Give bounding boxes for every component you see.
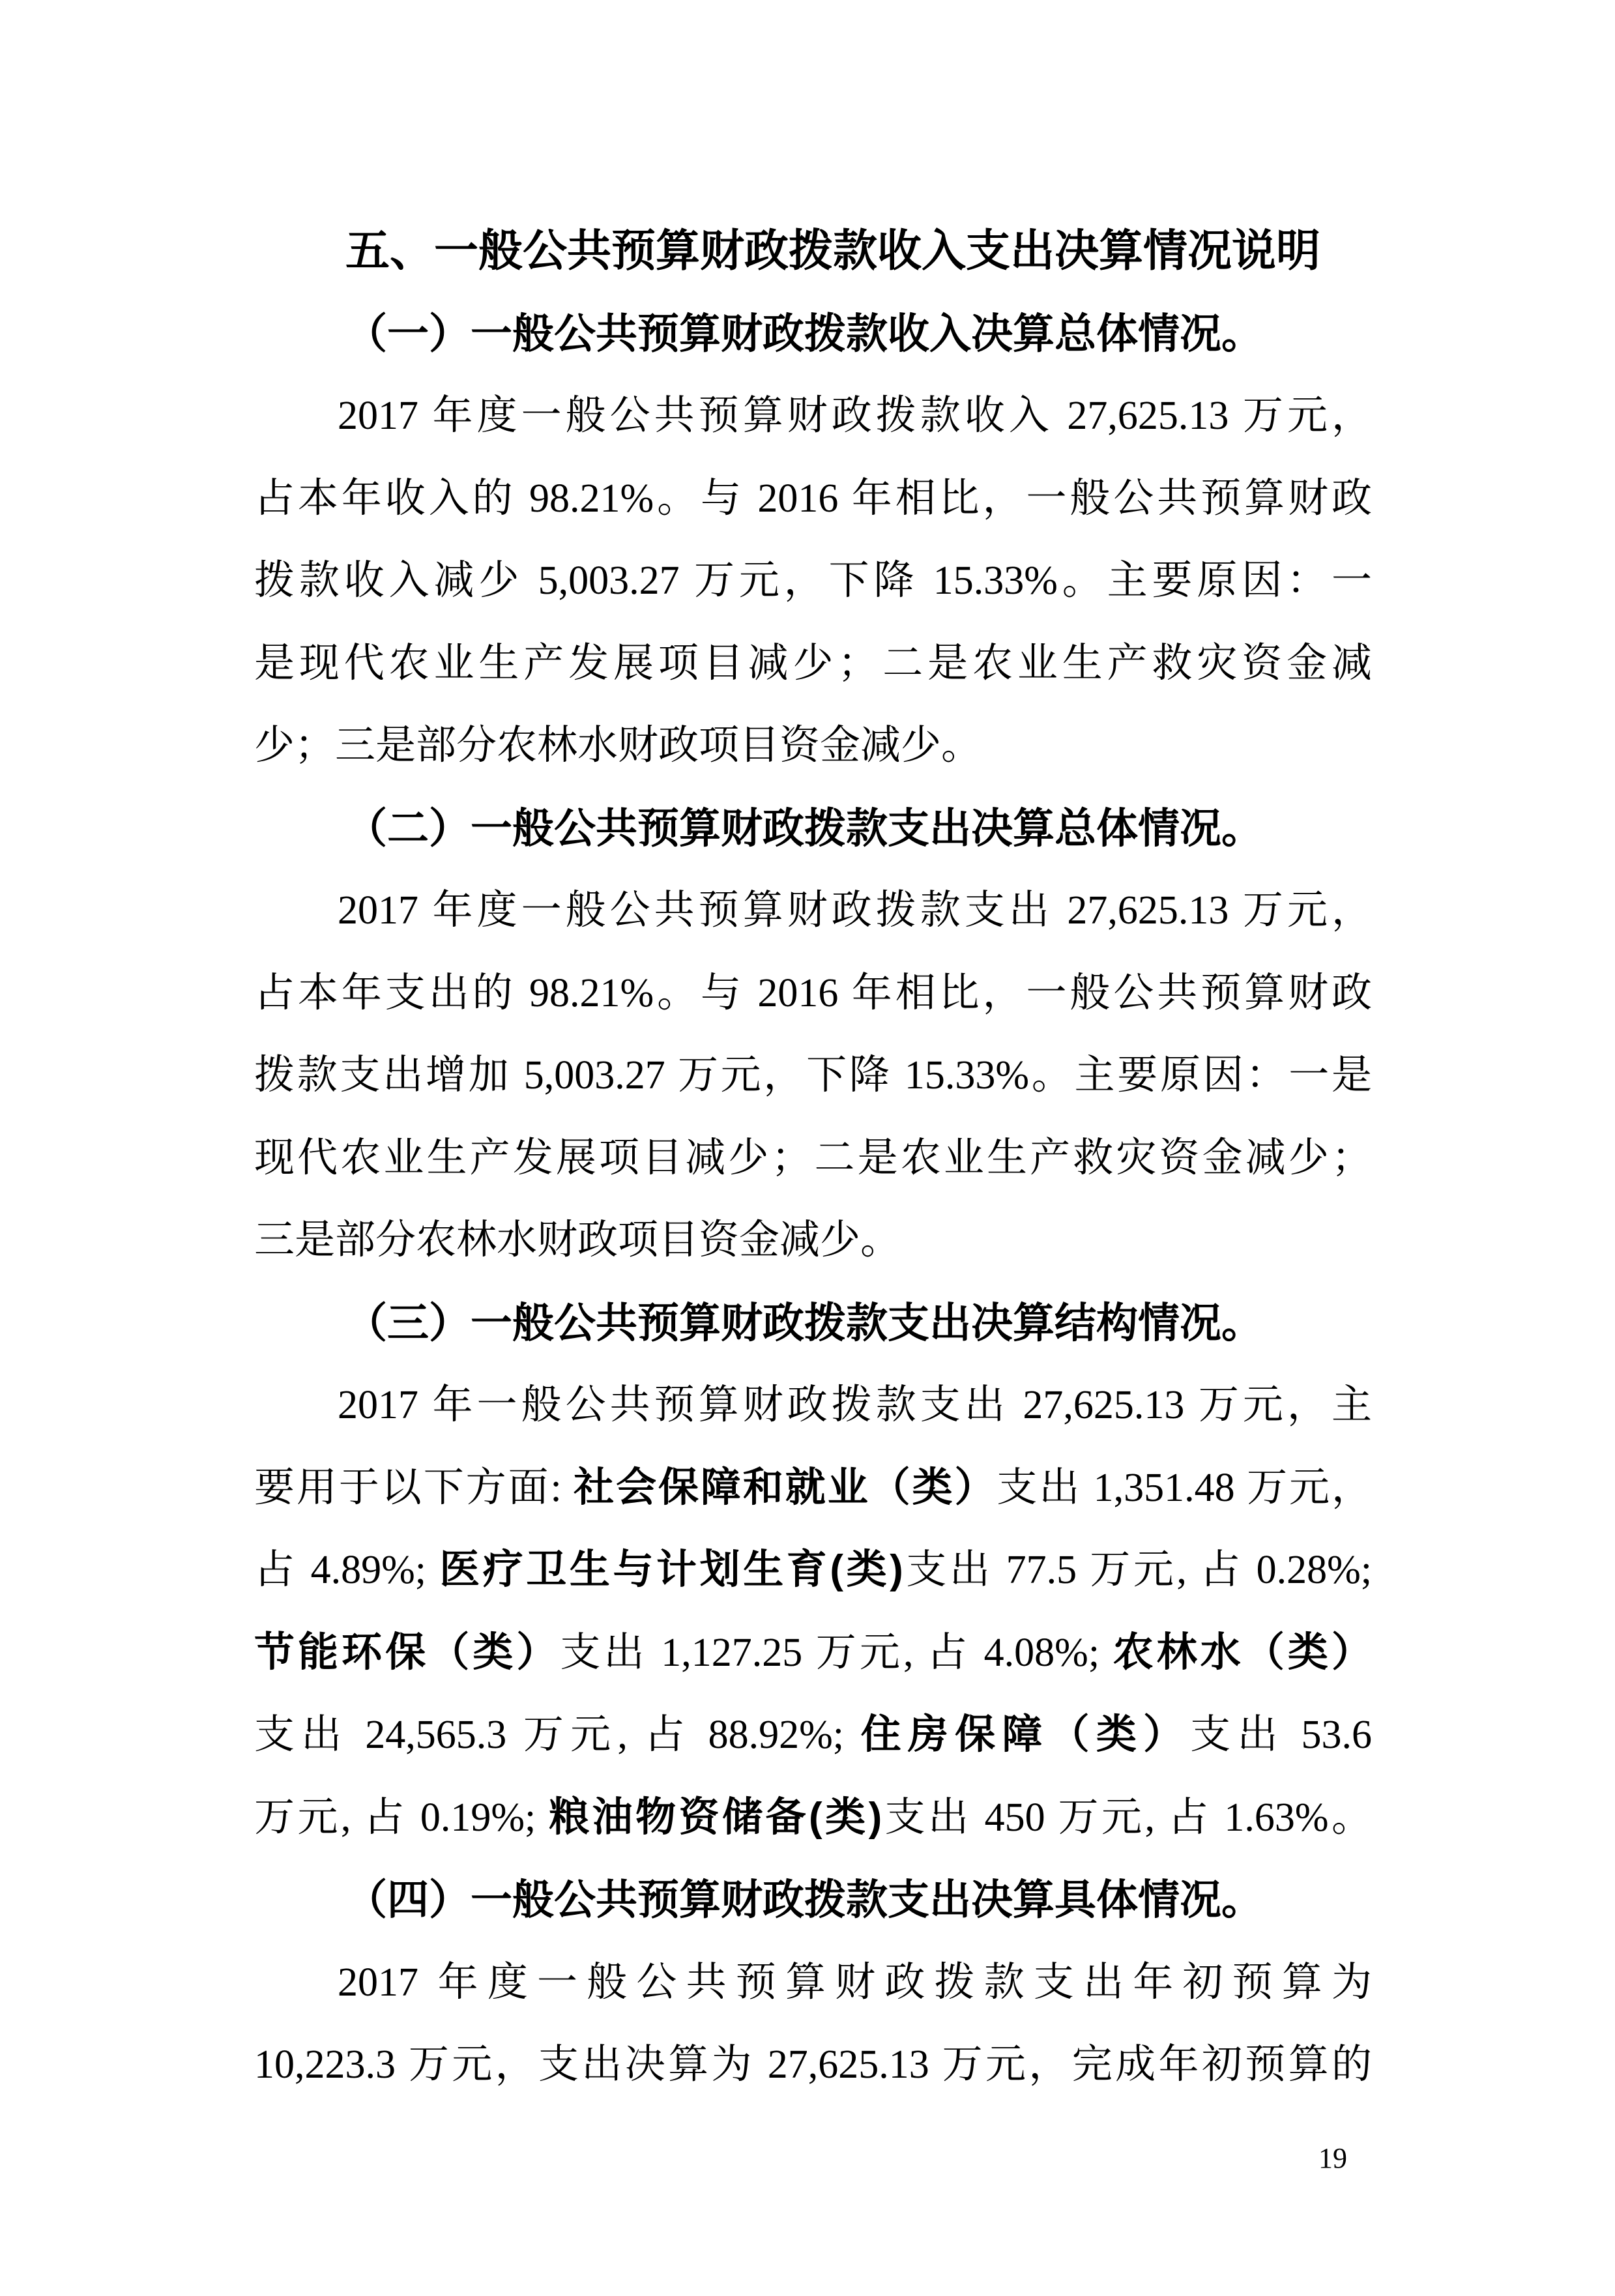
section-heading-3 xyxy=(254,1282,1372,1365)
category-name-housing-security: 住房保障（类） xyxy=(860,1712,1191,1757)
text-run: 现代农业生产发展项目减少；二是农业生产救灾资金减少； xyxy=(254,1135,1372,1180)
text-run: 少；三是部分农林水财政项目资金减少。 xyxy=(254,723,982,768)
section-heading-3-text: （三）一般公共预算财政拨款支出决算结构情况。 xyxy=(345,1299,1263,1346)
paragraph-line xyxy=(254,869,1372,952)
category-name-grain-oil-reserve: 粮油物资储备(类) xyxy=(549,1794,882,1840)
section-heading-2 xyxy=(254,787,1372,870)
text-run: 支出 450 万元, 占 1.63%。 xyxy=(882,1795,1373,1840)
paragraph-line xyxy=(254,1941,1372,2024)
section-heading-2-text: （二）一般公共预算财政拨款支出决算总体情况。 xyxy=(345,804,1263,852)
text-run: 支出 77.5 万元, 占 0.28%; xyxy=(903,1548,1373,1592)
paragraph-line xyxy=(254,1777,1372,1859)
text-run: 要用于以下方面: xyxy=(254,1465,574,1510)
category-name-agriculture-forestry-water: 农林水（类） xyxy=(1113,1629,1372,1675)
paragraph-line xyxy=(254,1612,1372,1694)
text-run: 支出 53.6 xyxy=(1190,1713,1372,1757)
paragraph-line xyxy=(254,622,1372,705)
text-run: 支出 1,127.25 万元, 占 4.08%; xyxy=(560,1630,1113,1675)
text-run: 拨款收入减少 5,003.27 万元，下降 15.33%。主要原因：一 xyxy=(254,559,1372,603)
page-number: 19 xyxy=(1318,2142,1347,2174)
text-run: 是现代农业生产发展项目减少；二是农业生产救灾资金减 xyxy=(254,641,1372,686)
paragraph-line xyxy=(254,1529,1372,1612)
text-run: 支出 24,565.3 万元, 占 88.92%; xyxy=(254,1713,861,1757)
paragraph-line xyxy=(254,952,1372,1035)
category-name-energy-conservation: 节能环保（类） xyxy=(254,1629,560,1675)
text-run: 占 4.89%; xyxy=(254,1548,440,1592)
text-run: 占本年支出的 98.21%。与 2016 年相比，一般公共预算财政 xyxy=(254,970,1372,1015)
category-name-social-security: 社会保障和就业（类） xyxy=(574,1464,997,1510)
text-run: 2017 年度一般公共预算财政拨款收入 27,625.13 万元， xyxy=(338,394,1372,438)
text-run: 占本年收入的 98.21%。与 2016 年相比，一般公共预算财政 xyxy=(254,476,1372,521)
text-run: 2017 年度一般公共预算财政拨款支出 27,625.13 万元， xyxy=(338,888,1372,933)
text-run: 10,223.3 万元，支出决算为 27,625.13 万元，完成年初预算的 xyxy=(254,2042,1372,2087)
text-run: 万元, 占 0.19%; xyxy=(254,1795,549,1840)
doc-title-text: 五、一般公共预算财政拨款收入支出决算情况说明 xyxy=(345,226,1321,276)
doc-title xyxy=(254,210,1372,293)
paragraph-line xyxy=(254,2024,1372,2106)
paragraph-line xyxy=(254,1034,1372,1117)
category-name-medical-health: 医疗卫生与计划生育(类) xyxy=(439,1547,903,1592)
section-heading-4-text: （四）一般公共预算财政拨款支出决算具体情况。 xyxy=(345,1876,1263,1923)
text-run: 2017 年一般公共预算财政拨款支出 27,625.13 万元，主 xyxy=(338,1383,1372,1427)
paragraph-line xyxy=(254,540,1372,622)
paragraph-line xyxy=(254,1364,1372,1447)
text-run: 2017 年度一般公共预算财政拨款支出年初预算为 xyxy=(338,1960,1372,2005)
paragraph-line xyxy=(254,1447,1372,1530)
paragraph-line xyxy=(254,1117,1372,1200)
text-run: 支出 1,351.48 万元， xyxy=(997,1465,1372,1510)
paragraph-line xyxy=(254,458,1372,540)
text-run: 三是部分农林水财政项目资金减少。 xyxy=(254,1218,901,1262)
section-heading-4 xyxy=(254,1859,1372,1941)
paragraph-line xyxy=(254,1199,1372,1282)
paragraph-line xyxy=(254,375,1372,458)
paragraph-line xyxy=(254,1694,1372,1777)
document-content xyxy=(254,210,1372,2106)
section-heading-1 xyxy=(254,293,1372,375)
section-heading-1-text: （一）一般公共预算财政拨款收入决算总体情况。 xyxy=(345,310,1263,357)
text-run: 拨款支出增加 5,003.27 万元，下降 15.33%。主要原因：一是 xyxy=(254,1053,1372,1097)
paragraph-line xyxy=(254,705,1372,787)
